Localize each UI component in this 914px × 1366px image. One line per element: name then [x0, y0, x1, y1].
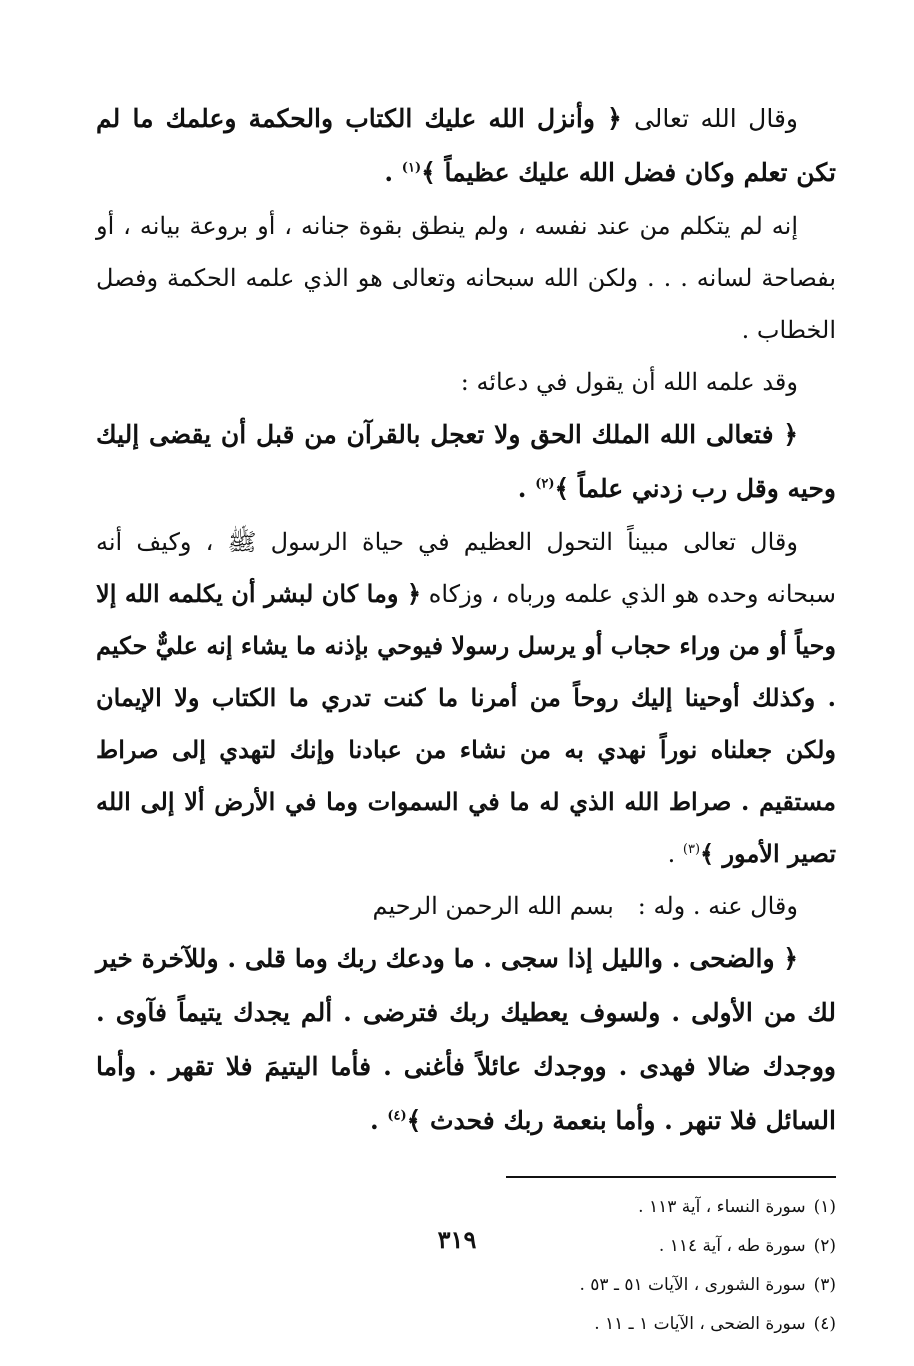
footnote-text: سورة النساء ، آية ١١٣ .: [638, 1197, 806, 1217]
footnote-divider: [506, 1176, 836, 1178]
footnote-number: (١): [813, 1197, 836, 1217]
paragraph-3: وقد علمه الله أن يقول في دعائه :: [460, 368, 798, 396]
paragraph-6-intro: وقال عنه . وله :: [637, 892, 798, 920]
footnote-ref-1: (١): [401, 160, 422, 176]
paragraph-7-end: .: [369, 1106, 388, 1135]
paragraph-4: [96, 408, 836, 516]
paragraph-1-intro: وقال الله تعالى: [633, 104, 798, 133]
footnote-text: سورة طه ، آية ١١٤ .: [658, 1236, 806, 1256]
footnote-item: [96, 1266, 836, 1305]
basmala: بسم الله الرحمن الرحيم: [372, 892, 614, 920]
footnote-ref-4: (٤): [387, 1108, 407, 1124]
paragraph-1: [96, 92, 836, 200]
footnote-item: [96, 1188, 836, 1227]
quran-verse-2: ﴿ فتعالى الله الملك الحق ولا تعجل بالقرآن من قبل أن يقضى إليك وحيه وقل رب زدني علماً ﴾: [96, 420, 836, 503]
paragraph-5-intro: وقال تعالى مبيناً التحول العظيم في حياة الرسول ﷺ ، وكيف أنه سبحانه وحده هو الذي علمه ورباه ، وزكاه: [96, 528, 836, 608]
paragraph-5: [96, 516, 836, 880]
footnote-text: سورة الضحى ، الآيات ١ ـ ١١ .: [594, 1314, 806, 1334]
paragraph-5-end: .: [667, 840, 683, 868]
footnote-number: (٣): [813, 1275, 836, 1295]
paragraph-2: إنه لم يتكلم من عند نفسه ، ولم ينطق بقوة جنانه ، أو بروعة بيانه ، أو بفصاحة لسانه . . . ولكن الله سبحانه وتعالى هو الذي علمه الحكمة وفصل الخطاب .: [96, 212, 836, 344]
page-number: ٣١٩: [437, 1225, 477, 1254]
paragraph-4-end: .: [517, 474, 536, 503]
quran-verse-3: ﴿ وما كان لبشر أن يكلمه الله إلا وحياً أو من وراء حجاب أو يرسل رسولا فيوحي بإذنه ما يشاء إنه عليٌّ حكيم . وكذلك أوحينا إليك روحاً من أمرنا ما كنت تدري ما الكتاب ولا الإيمان ولكن جعلناه نوراً نهدي به من نشاء من عبادنا وإنك لتهدي إلى صراط مستقيم . صراط الله الذي له ما في السموات وما في الأرض ألا إلى الله تصير الأمور ﴾: [96, 579, 836, 868]
footnote-ref-3: (٣): [682, 842, 701, 857]
quran-verse-4: ﴿ والضحى . والليل إذا سجى . ما ودعك ربك وما قلى . وللآخرة خير لك من الأولى . ولسوف يعطيك ربك فترضى . ألم يجدك يتيماً فآوى . ووجدك ضالا فهدى . ووجدك عائلاً فأغنى . فأما اليتيمَ فلا تقهر . وأما السائل فلا تنهر . وأما بنعمة ربك فحدث ﴾: [96, 944, 836, 1135]
paragraph-6: [96, 880, 836, 932]
paragraph-1-end: .: [384, 158, 402, 187]
footnotes-list: [96, 1188, 836, 1344]
footnote-number: (٤): [813, 1314, 836, 1334]
footnote-ref-2: (٢): [535, 476, 555, 492]
footnote-text: سورة الشورى ، الآيات ٥١ ـ ٥٣ .: [579, 1275, 806, 1295]
paragraph-7: [96, 932, 836, 1148]
footnote-number: (٢): [813, 1236, 836, 1256]
quran-verse-1: ﴿ وأنزل الله عليك الكتاب والحكمة وعلمك ما لم تكن تعلم وكان فضل الله عليك عظيماً ﴾: [96, 104, 836, 187]
footnote-item: [96, 1305, 836, 1344]
